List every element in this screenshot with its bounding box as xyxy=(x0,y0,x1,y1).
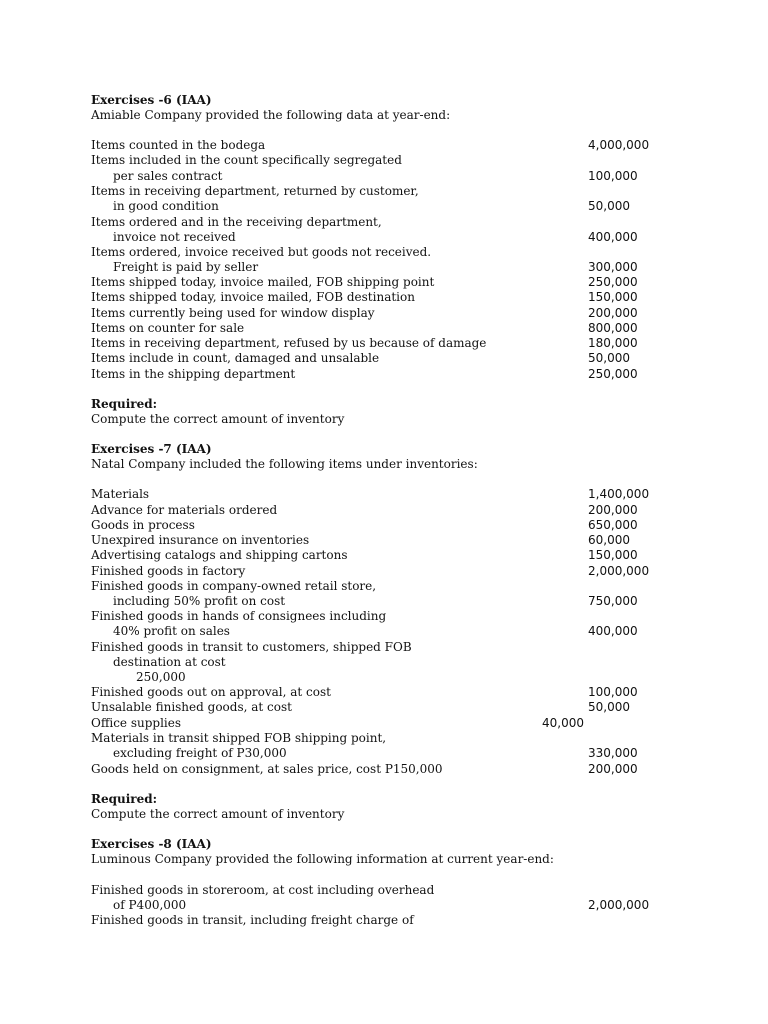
ex6-amount: 4,000,000 xyxy=(588,138,650,152)
ex7-line: Finished goods in transit to customers, shipped FOB xyxy=(91,640,412,654)
ex6-line: Items on counter for sale xyxy=(91,321,245,335)
ex7-amount: 200,000 xyxy=(588,503,638,517)
ex8-line: of P400,000 xyxy=(113,898,187,912)
ex6-amount: 180,000 xyxy=(588,336,638,350)
ex6-amount: 150,000 xyxy=(588,290,638,304)
ex6-amount: 100,000 xyxy=(588,169,638,183)
ex6-required-label: Required: xyxy=(91,397,158,411)
exercise-8-intro: Luminous Company provided the following information at current year-end: xyxy=(91,852,554,866)
ex7-amount: 1,400,000 xyxy=(588,487,650,501)
exercise-6-heading: Exercises -6 (IAA) xyxy=(91,93,212,107)
ex6-line: Items in the shipping department xyxy=(91,367,296,381)
ex7-line: Office supplies xyxy=(91,716,182,730)
ex7-line: Advance for materials ordered xyxy=(91,503,278,517)
ex7-amount: 650,000 xyxy=(588,518,638,532)
ex6-line: Items shipped today, invoice mailed, FOB shipping point xyxy=(91,275,435,289)
ex7-line: Finished goods in factory xyxy=(91,564,246,578)
ex6-line: invoice not received xyxy=(113,230,236,244)
exercise-7-intro: Natal Company included the following items under inventories: xyxy=(91,457,478,471)
ex7-line: Finished goods in company-owned retail store, xyxy=(91,579,377,593)
ex7-amount: 330,000 xyxy=(588,746,638,760)
ex7-line: 40% profit on sales xyxy=(113,624,230,638)
ex6-amount: 50,000 xyxy=(588,199,630,213)
ex7-required-text: Compute the correct amount of inventory xyxy=(91,807,345,821)
ex7-line: Goods in process xyxy=(91,518,195,532)
ex6-amount: 400,000 xyxy=(588,230,638,244)
ex7-amount: 2,000,000 xyxy=(588,564,650,578)
ex6-line: Items in receiving department, refused by us because of damage xyxy=(91,336,487,350)
ex6-line: Items included in the count specifically segregated xyxy=(91,153,402,167)
ex6-line: Items include in count, damaged and unsalable xyxy=(91,351,380,365)
ex7-line: Advertising catalogs and shipping cartons xyxy=(91,548,348,562)
ex6-line: Items ordered, invoice received but goods not received. xyxy=(91,245,432,259)
ex8-amount: 2,000,000 xyxy=(588,898,650,912)
ex7-line: including 50% profit on cost xyxy=(113,594,286,608)
ex7-line: Finished goods in hands of consignees including xyxy=(91,609,387,623)
ex6-line: Items currently being used for window display xyxy=(91,306,375,320)
ex7-amount: 100,000 xyxy=(588,685,638,699)
ex7-line: Materials in transit shipped FOB shipping point, xyxy=(91,731,387,745)
ex7-amount: 40,000 xyxy=(542,716,584,730)
ex6-amount: 50,000 xyxy=(588,351,630,365)
ex7-line: 250,000 xyxy=(136,670,186,684)
ex6-amount: 300,000 xyxy=(588,260,638,274)
ex7-required-label: Required: xyxy=(91,792,158,806)
ex7-amount: 400,000 xyxy=(588,624,638,638)
ex7-line: destination at cost xyxy=(113,655,226,669)
exercise-8-heading: Exercises -8 (IAA) xyxy=(91,837,212,851)
ex8-line: Finished goods in transit, including freight charge of xyxy=(91,913,414,927)
ex7-line: Goods held on consignment, at sales price, cost P150,000 xyxy=(91,762,443,776)
exercise-6-intro: Amiable Company provided the following data at year-end: xyxy=(91,108,451,122)
ex7-line: Unexpired insurance on inventories xyxy=(91,533,310,547)
ex7-line: excluding freight of P30,000 xyxy=(113,746,287,760)
ex7-amount: 50,000 xyxy=(588,700,630,714)
ex6-line: Items ordered and in the receiving department, xyxy=(91,215,382,229)
exercise-7-heading: Exercises -7 (IAA) xyxy=(91,442,212,456)
ex6-line: Freight is paid by seller xyxy=(113,260,259,274)
ex7-amount: 750,000 xyxy=(588,594,638,608)
ex6-required-text: Compute the correct amount of inventory xyxy=(91,412,345,426)
ex7-amount: 60,000 xyxy=(588,533,630,547)
ex7-line: Finished goods out on approval, at cost xyxy=(91,685,331,699)
ex6-amount: 200,000 xyxy=(588,306,638,320)
ex6-line: Items shipped today, invoice mailed, FOB destination xyxy=(91,290,415,304)
ex7-amount: 150,000 xyxy=(588,548,638,562)
ex7-line: Unsalable finished goods, at cost xyxy=(91,700,292,714)
ex7-amount: 200,000 xyxy=(588,762,638,776)
ex6-line: Items in receiving department, returned by customer, xyxy=(91,184,419,198)
ex6-amount: 250,000 xyxy=(588,275,638,289)
ex6-line: in good condition xyxy=(113,199,219,213)
ex6-line: per sales contract xyxy=(113,169,223,183)
ex6-amount: 800,000 xyxy=(588,321,638,335)
ex6-line: Items counted in the bodega xyxy=(91,138,266,152)
ex6-amount: 250,000 xyxy=(588,367,638,381)
ex8-line: Finished goods in storeroom, at cost including overhead xyxy=(91,883,435,897)
ex7-line: Materials xyxy=(91,487,150,501)
